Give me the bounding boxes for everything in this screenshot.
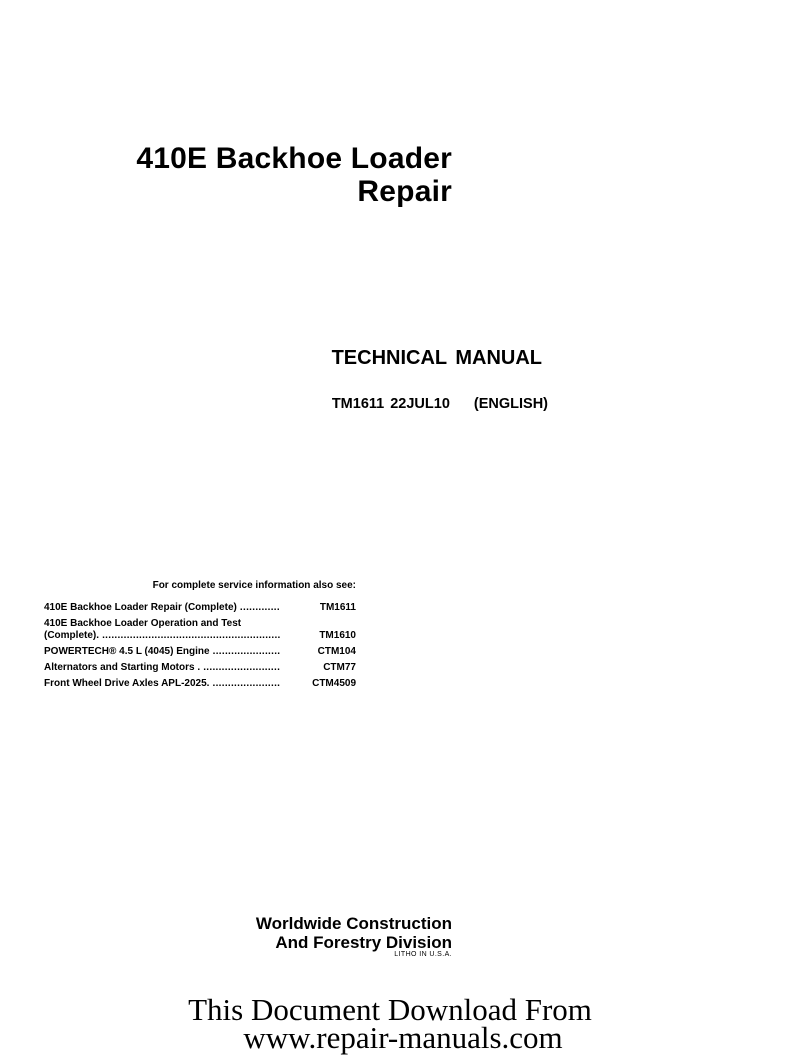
reference-title: POWERTECH® 4.5 L (4045) Engine .....	[44, 646, 280, 658]
reference-code: CTM104	[317, 646, 356, 657]
division-name	[200, 914, 452, 952]
document-type: TECHNICAL MANUAL	[331, 347, 542, 369]
reference-title: Front Wheel Drive Axles APL-2025. .....	[44, 678, 280, 690]
reference-title-line: (Complete). .....	[44, 630, 280, 642]
reference-title	[44, 618, 280, 642]
litho-notice: LITHO IN U.S.A.	[394, 951, 452, 958]
division-line-2: And Forestry Division	[275, 933, 452, 952]
manual-title-line-2: Repair	[357, 175, 452, 208]
reference-heading: For complete service information also see:	[152, 580, 356, 591]
reference-title: Alternators and Starting Motors . .....	[44, 662, 280, 674]
manual-title-line-1: 410E Backhoe Loader	[136, 142, 452, 175]
document-id	[300, 395, 548, 413]
reference-code: TM1610	[319, 630, 356, 641]
reference-list	[44, 580, 356, 694]
reference-row	[44, 618, 356, 642]
reference-row	[44, 646, 356, 658]
reference-title-line: 410E Backhoe Loader Operation and Test	[44, 618, 242, 629]
reference-code: CTM4509	[312, 678, 356, 689]
division-line-1: Worldwide Construction	[255, 914, 452, 933]
reference-title: 410E Backhoe Loader Repair (Complete) .....	[44, 602, 280, 614]
reference-row	[44, 602, 356, 614]
reference-code: CTM77	[323, 662, 356, 673]
manual-number: TM1611	[331, 396, 385, 412]
footer-url: www.repair-manuals.com	[243, 1020, 563, 1055]
reference-row	[44, 662, 356, 674]
download-footer	[100, 992, 680, 1055]
reference-code: TM1611	[319, 602, 356, 613]
reference-row	[44, 678, 356, 690]
manual-date: 22JUL10	[390, 396, 450, 412]
manual-language: (ENGLISH)	[473, 396, 548, 412]
manual-title	[90, 142, 452, 208]
footer-line-1: This Document Download From	[188, 992, 592, 1027]
